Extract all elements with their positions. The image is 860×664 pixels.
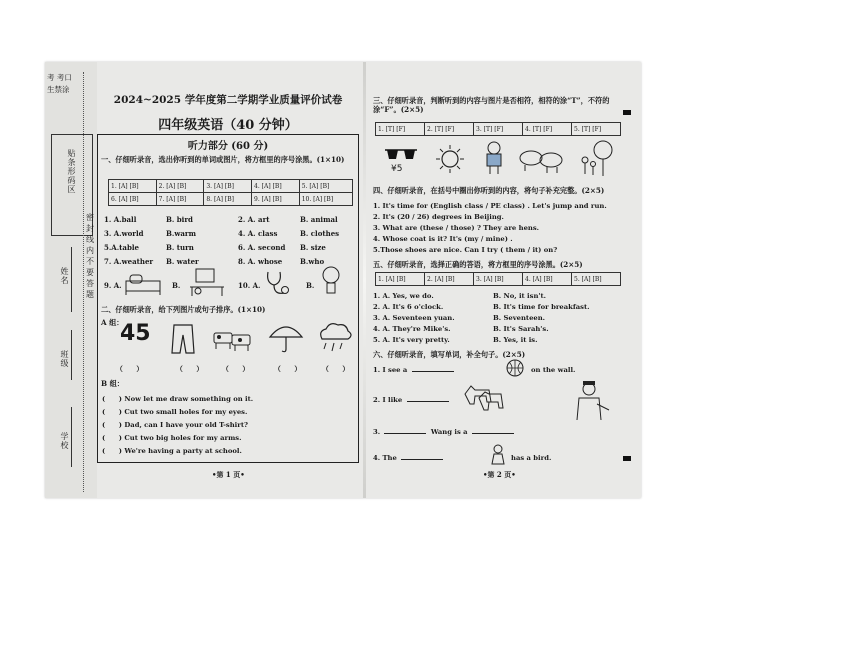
sheep-icon — [517, 146, 565, 174]
q5-option: B. It's time for breakfast. — [493, 303, 590, 311]
q4-heading: 四、仔细听录音，在括号中圈出你听到的内容，将句子补充完整。(2×5) — [373, 186, 605, 195]
q9-a-label: 9. A. — [104, 281, 122, 290]
listening-title: 听力部分 (60 分) — [187, 141, 269, 152]
group-a-label: A 组： — [101, 318, 124, 327]
q1-option: 4. A. class — [238, 229, 278, 238]
q1-answer-cell[interactable]: 7. [A] [B] — [156, 193, 204, 206]
q1-answer-cell[interactable]: 9. [A] [B] — [252, 193, 300, 206]
name-line — [71, 247, 72, 312]
q1-option: B. turn — [166, 243, 194, 252]
group-b-sentence: ( ) Cut two big holes for my arms. — [102, 434, 242, 442]
boy-icon — [481, 140, 507, 176]
child-icon — [489, 444, 507, 468]
seal-char: 要 — [86, 268, 94, 277]
q1-option: 2. A. art — [238, 215, 270, 224]
binding-gutter — [45, 62, 97, 498]
q6-3-start: 3. — [373, 428, 381, 436]
gutter-top-labels — [47, 72, 95, 96]
group-a-answer-paren[interactable]: （ ） — [176, 365, 204, 373]
q5-answer-grid — [375, 272, 621, 286]
page-2-number: •第 2 页• — [483, 470, 516, 479]
page-fold — [363, 62, 366, 498]
school-label: 学校 — [60, 432, 69, 450]
q6-1-end: on the wall. — [531, 366, 576, 374]
q6-3-mid: Wang is a — [430, 428, 468, 436]
q1-option: B. animal — [300, 215, 338, 224]
tree-people-icon — [577, 140, 617, 180]
group-b-label: B 组： — [101, 379, 124, 388]
q1-option: B. water — [166, 257, 199, 266]
barcode-label: 贴条形码区 — [67, 149, 76, 194]
q6-heading: 六、仔细听录音，填写单词，补全句子。(2×5) — [373, 350, 526, 359]
q6-sentence-3 — [373, 428, 516, 436]
q5-answer-cell[interactable]: 4. [A] [B] — [523, 273, 572, 286]
seal-char: 题 — [86, 290, 94, 299]
q1-answer-cell[interactable]: 5. [A] [B] — [299, 180, 352, 193]
q1-option: 6. A. second — [238, 243, 286, 252]
seal-char: 答 — [86, 279, 94, 288]
q10-a-label: 10. A. — [238, 281, 261, 290]
seal-char: 线 — [86, 235, 94, 244]
q3-answer-cell[interactable]: 5. [T] [F] — [572, 123, 621, 136]
q6-4-start: 4. The — [373, 454, 397, 462]
no-paint-label: 生禁涂 — [47, 85, 70, 94]
q1-option: 8. A. whose — [238, 257, 283, 266]
q1-option: 5.A.table — [104, 243, 139, 252]
page-2 — [371, 62, 633, 498]
q1-option: B.who — [300, 257, 325, 266]
q5-option: B. It's Sarah's. — [493, 325, 549, 333]
q1-answer-cell[interactable]: 3. [A] [B] — [204, 180, 252, 193]
q4-sentence: 2. It's (20 / 26) degrees in Beijing. — [373, 213, 504, 221]
q6-4-blank[interactable] — [401, 459, 443, 460]
q6-sentence-2 — [373, 396, 451, 404]
exam-sheet — [45, 62, 641, 498]
bed-icon — [124, 271, 164, 297]
q3-answer-cell[interactable]: 3. [T] [F] — [474, 123, 523, 136]
q6-3-blank-2[interactable] — [472, 433, 514, 434]
q1-option: B. clothes — [300, 229, 340, 238]
q4-sentence: 3. What are (these / those) ? They are hens. — [373, 224, 540, 232]
q1-answer-cell[interactable]: 6. [A] [B] — [109, 193, 157, 206]
computer-desk-icon — [188, 267, 226, 297]
page-1 — [97, 62, 359, 498]
q1-answer-cell[interactable]: 1. [A] [B] — [109, 180, 157, 193]
group-a-answer-paren[interactable]: （ ） — [222, 365, 250, 373]
name-label: 姓名 — [60, 267, 69, 285]
seal-char: 内 — [86, 246, 94, 255]
q6-sentence-4 — [373, 454, 445, 462]
q1-option: 7. A.weather — [104, 257, 154, 266]
q5-option: 4. A. They're Mike's. — [373, 325, 451, 333]
listening-box — [97, 134, 359, 463]
q6-3-blank-1[interactable] — [384, 433, 426, 434]
school-line — [71, 407, 72, 467]
q1-answer-grid — [108, 179, 353, 206]
number-45-picture: 45 — [120, 321, 151, 346]
q5-option: B. Seventeen. — [493, 314, 546, 322]
q2-heading: 二、仔细听录音，给下列图片或句子排序。(1×10) — [101, 305, 266, 314]
q5-answer-cell[interactable]: 1. [A] [B] — [376, 273, 425, 286]
lamp-icon — [320, 265, 342, 297]
q1-answer-cell[interactable]: 10. [A] [B] — [299, 193, 352, 206]
group-a-answer-paren[interactable]: （ ） — [116, 365, 144, 373]
q6-sentence-1 — [373, 366, 456, 374]
q1-option: 3. A.world — [104, 229, 144, 238]
q1-option: B.warm — [166, 229, 197, 238]
q4-sentence: 5.Those shoes are nice. Can I try ( them / it) on? — [373, 246, 558, 254]
seal-char: 封 — [86, 224, 94, 233]
q9-b-label: B. — [172, 281, 181, 290]
q1-option: B. size — [300, 243, 326, 252]
group-a-answer-paren[interactable]: （ ） — [274, 365, 302, 373]
q5-option: 2. A. It's 6 o'clock. — [373, 303, 444, 311]
q4-sentence: 1. It's time for (English class / PE class) . Let's jump and run. — [373, 202, 607, 210]
sun-icon — [435, 144, 465, 174]
page-1-number: •第 1 页• — [212, 470, 245, 479]
rain-cloud-icon — [316, 321, 354, 357]
horses-icon — [461, 380, 505, 414]
q3-answer-cell[interactable]: 1. [T] [F] — [376, 123, 425, 136]
alignment-mark-bottom — [623, 456, 631, 461]
q5-option: B. No, it isn't. — [493, 292, 546, 300]
group-b-sentence: ( ) Dad, can I have your old T-shirt? — [102, 421, 248, 429]
exam-label: 考 考口 — [47, 73, 72, 82]
q5-answer-cell[interactable]: 2. [A] [B] — [425, 273, 474, 286]
q1-answer-cell[interactable]: 4. [A] [B] — [252, 180, 300, 193]
q6-2-start: 2. I like — [373, 396, 403, 404]
umbrella-icon — [268, 321, 304, 355]
q5-option: 1. A. Yes, we do. — [373, 292, 434, 300]
sunglasses-icon — [383, 146, 419, 162]
q5-answer-cell[interactable]: 3. [A] [B] — [474, 273, 523, 286]
alignment-mark — [623, 110, 631, 115]
seal-dotted-line — [83, 72, 84, 492]
q1-answer-cell[interactable]: 2. [A] [B] — [156, 180, 204, 193]
group-b-sentence: ( ) Now let me draw something on it. — [102, 395, 254, 403]
group-b-sentence: ( ) Cut two small holes for my eyes. — [102, 408, 248, 416]
q5-option: 5. A. It's very pretty. — [373, 336, 450, 344]
q6-2-blank[interactable] — [407, 401, 449, 402]
group-a-answer-paren[interactable]: （ ） — [322, 365, 350, 373]
price-label: ¥5 — [391, 164, 403, 174]
q1-answer-cell[interactable]: 8. [A] [B] — [204, 193, 252, 206]
q5-heading: 五、仔细听录音，选择正确的答语，将方框里的序号涂黑。(2×5) — [373, 260, 583, 269]
q1-option: 1. A.ball — [104, 215, 137, 224]
trousers-icon — [170, 323, 196, 355]
q1-option: B. bird — [166, 215, 193, 224]
exam-title: 2024~2025 学年度第二学期学业质量评价试卷 — [113, 94, 343, 106]
seal-char: 不 — [86, 257, 94, 266]
doctor-icon — [571, 380, 611, 422]
q1-heading: 一、仔细听录音，选出你听到的单词或图片，将方框里的序号涂黑。(1×10) — [101, 155, 345, 164]
q3-answer-cell[interactable]: 2. [T] [F] — [425, 123, 474, 136]
q10-b-label: B. — [306, 281, 315, 290]
cows-icon — [210, 325, 254, 353]
q4-sentence: 4. Whose coat is it? It's (my / mine) . — [373, 235, 513, 243]
q6-4-end: has a bird. — [511, 454, 552, 462]
basketball-icon — [505, 358, 525, 378]
group-b-sentence: ( ) We're having a party at school. — [102, 447, 242, 455]
q5-option: B. Yes, it is. — [493, 336, 538, 344]
q5-option: 3. A. Seventeen yuan. — [373, 314, 455, 322]
q5-answer-cell[interactable]: 5. [A] [B] — [572, 273, 621, 286]
seal-text — [85, 212, 95, 300]
class-label: 班级 — [60, 350, 69, 368]
stethoscope-icon — [262, 269, 292, 297]
q6-1-blank[interactable] — [412, 371, 454, 372]
q3-answer-cell[interactable]: 4. [T] [F] — [523, 123, 572, 136]
exam-subtitle: 四年级英语（40 分钟） — [158, 118, 298, 133]
q3-heading: 三、仔细听录音，判断听到的内容与图片是否相符，相符的涂“T”，不符的涂“F”。(2×5) — [373, 96, 610, 114]
q3-answer-grid — [375, 122, 621, 136]
class-line — [71, 330, 72, 380]
q6-1-start: 1. I see a — [373, 366, 408, 374]
seal-char: 密 — [86, 213, 94, 222]
